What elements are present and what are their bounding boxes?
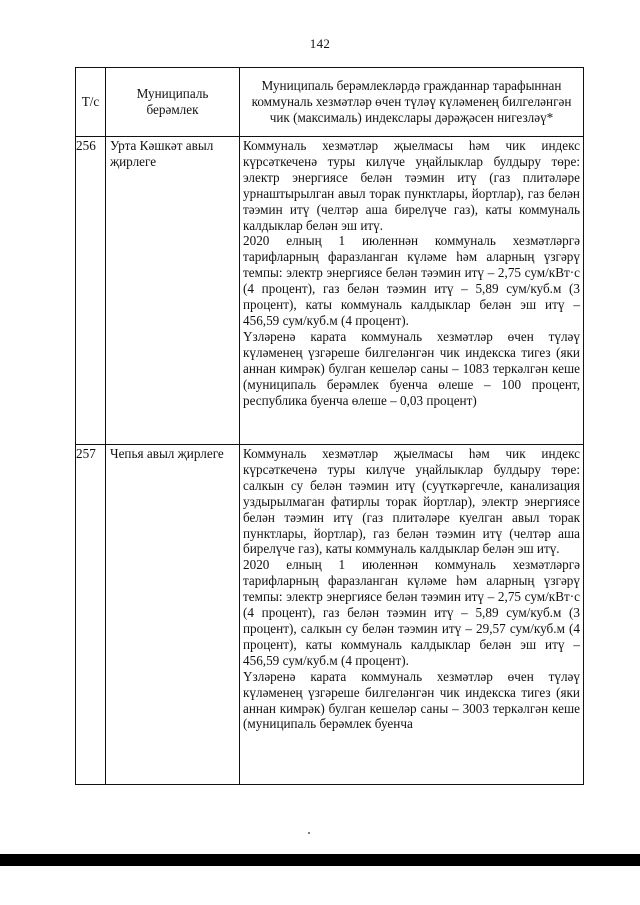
header-basis-label: Муниципаль берәмлекләрдә гражданнар тарафыннан коммуналь хезмәтләр өчен түләү күләменең билгеләнгән чик (максималь) индекслары дәрәҗәсен нигезләү* [251,78,572,125]
header-municipality-label: Муниципаль берәмлек [136,86,209,117]
municipality-name: Чепья авыл җирлеге [106,445,240,785]
table-row [76,137,584,445]
row-number: 256 [76,137,106,445]
table-header-row [76,68,584,137]
basis-paragraph: 2020 елның 1 июленнән коммуналь хезмәтләргә тарифларның фаразланган күләме һәм аларның үзгәрү темпы: электр энергиясе белән тәэмин итү – 2,75 сум/кВт·с (4 процент), газ белән тәэмин итү – 5,89 сум/куб.м (3 процент), салкын су белән тәэмин итү – 29,57 сум/куб.м (4 процент), каты коммуналь калдыклар белән эш итү – 456,59 сум/куб.м (4 процент). [243,557,580,668]
table-row [76,445,584,785]
header-municipality [106,68,240,137]
municipality-name: Урта Кәшкәт авыл җирлеге [106,137,240,445]
basis-paragraph: Үзләренә карата коммуналь хезмәтләр өчен түләү күләменең үзгәреше билгеләнгән чик индекска тигез (яки аннан кимрәк) булган кешеләр саны – 3003 теркәлгән кеше (муниципаль берәмлек буенча [243,668,580,732]
basis-description [240,445,584,785]
municipal-index-table [75,67,584,785]
header-num-label: Т/с [81,94,100,110]
page-number: 142 [309,36,331,51]
header-basis [240,68,584,137]
header-num [76,68,106,137]
row-number: 257 [76,445,106,785]
basis-paragraph: Коммуналь хезмәтләр җыелмасы һәм чик индекс күрсәткеченә туры килүче уңайлыклар булдыру төре: салкын су белән тәэмин итү (суүткәргечле, канализация уздырылмаган фатирлы торак йортлар), электр энергиясе белән тәэмин итү (газ плитәләре куелган авыл торак пунктлары, йортлар), газ белән тәэмин итү (челтәр аша бирелүче газ), каты коммуналь калдыклар белән эш итү. [243,446,580,557]
basis-description [240,137,584,445]
basis-paragraph: 2020 елның 1 июленнән коммуналь хезмәтләргә тарифларның фаразланган күләме һәм аларның үзгәрү темпы: электр энергиясе белән тәэмин итү – 2,75 сум/кВт·с (4 процент), газ белән тәэмин итү – 5,89 сум/куб.м (3 процент), каты коммуналь калдыклар белән эш итү – 456,59 сум/куб.м (4 процент). [243,233,580,328]
basis-paragraph: Коммуналь хезмәтләр җыелмасы һәм чик индекс күрсәткеченә туры килүче уңайлыклар булдыру төре: электр энергиясе белән тәэмин итү (газ плитәләре урнаштырылган авыл торак пунктлары, йортлар), газ белән тәэмин итү (челтәр аша бирелүче газ), каты коммуналь калдыклар белән эш итү. [243,138,580,233]
basis-paragraph: Үзләренә карата коммуналь хезмәтләр өчен түләү күләменең үзгәреше билгеләнгән чик индекска тигез (яки аннан кимрәк) булган кешеләр саны – 1083 теркәлгән кеше (муниципаль берәмлек буенча өлеше – 100 процент, республика буенча өлеше – 0,03 процент) [243,328,580,408]
scan-speck [308,832,310,834]
scan-border-bar [0,854,640,866]
